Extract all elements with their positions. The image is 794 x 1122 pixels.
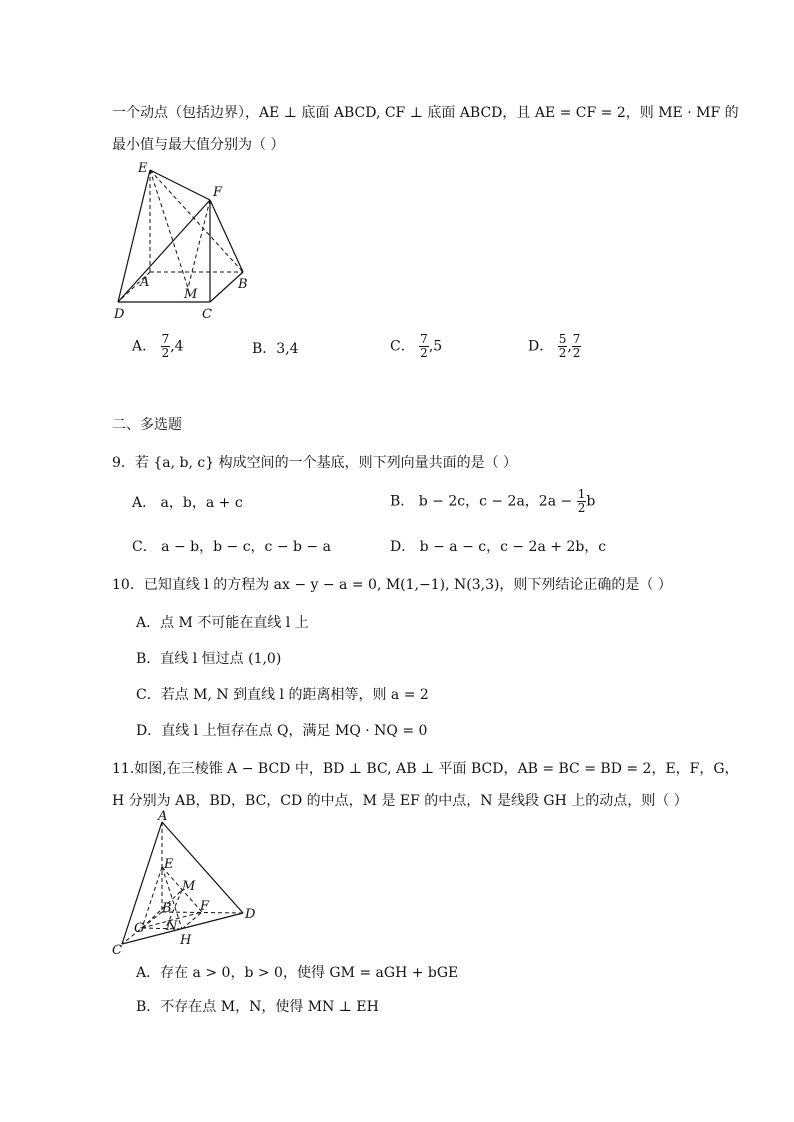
q11-stem-line1: 11.如图,在三棱锥 A − BCD 中，BD ⊥ BC, AB ⊥ 平面 BCD，AB = BC = BD = 2，E，F，G， (112, 761, 739, 777)
label-E: E (164, 857, 174, 872)
label-B: B (162, 901, 172, 916)
label-F: F (213, 185, 223, 200)
label-E: E (138, 161, 148, 176)
q9-stem: 9．若 {a, b, c} 构成空间的一个基底，则下列向量共面的是（ ） (112, 455, 518, 471)
label-D: D (114, 307, 125, 322)
label-H: H (180, 933, 192, 948)
q11-option-b[interactable]: B．不存在点 M，N，使得 MN ⊥ EH (136, 999, 379, 1015)
q10-option-b[interactable]: B．直线 l 恒过点 (1,0) (136, 651, 282, 667)
label-C: C (202, 307, 212, 322)
q10-option-d[interactable]: D．直线 l 上恒存在点 Q，满足 MQ · NQ = 0 (136, 723, 428, 739)
q9-option-d[interactable]: D． b − a − c，c − 2a + 2b，c (390, 539, 607, 555)
q9-option-a[interactable]: A． a，b，a + c (132, 495, 243, 511)
label-A: A (158, 809, 168, 824)
q8-stem-line1: 一个动点（包括边界），AE ⊥ 底面 ABCD, CF ⊥ 底面 ABCD，且 AE = CF = 2，则 ME · MF 的 (112, 105, 739, 121)
q8-stem-line2: 最小值与最大值分别为（ ） (112, 137, 285, 153)
q10-stem: 10．已知直线 l 的方程为 ax − y − a = 0, M(1,−1), N(3,3)，则下列结论正确的是（ ） (112, 577, 672, 593)
q8-option-a[interactable]: A． $\frac{7}{2}$ ,4 (132, 332, 184, 360)
label-D: D (245, 907, 256, 922)
label-F: F (200, 899, 210, 914)
q8-option-d[interactable]: D． $\frac{5}{2}$ , $\frac{7}{2}$ (528, 332, 581, 360)
q8-option-c[interactable]: C． $\frac{7}{2}$ ,5 (390, 332, 443, 360)
q10-option-a[interactable]: A．点 M 不可能在直线 l 上 (136, 615, 309, 631)
label-B: B (238, 277, 248, 292)
q10-option-c[interactable]: C．若点 M, N 到直线 l 的距离相等，则 a = 2 (136, 687, 429, 703)
label-M: M (184, 287, 198, 302)
label-C: C (112, 943, 122, 958)
q9-option-b[interactable]: B． b − 2c，c − 2a，2a − $\frac{1}{2}$ b (390, 487, 596, 515)
q11-figure (110, 809, 270, 960)
q9-option-c[interactable]: C． a − b，b − c，c − b − a (132, 539, 331, 555)
label-A: A (140, 275, 150, 290)
q8-option-b[interactable]: B．3,4 (252, 341, 299, 357)
label-G: G (134, 921, 145, 936)
section-title: 二、多选题 (112, 417, 182, 433)
label-M: M (182, 879, 196, 894)
label-N: N (166, 919, 178, 934)
q8-figure (110, 160, 270, 320)
q11-stem-line2: H 分别为 AB，BD，BC，CD 的中点，M 是 EF 的中点，N 是线段 GH 上的动点，则（ ） (112, 793, 688, 809)
q11-option-a[interactable]: A．存在 a > 0，b > 0，使得 GM = aGH + bGE (136, 965, 459, 981)
